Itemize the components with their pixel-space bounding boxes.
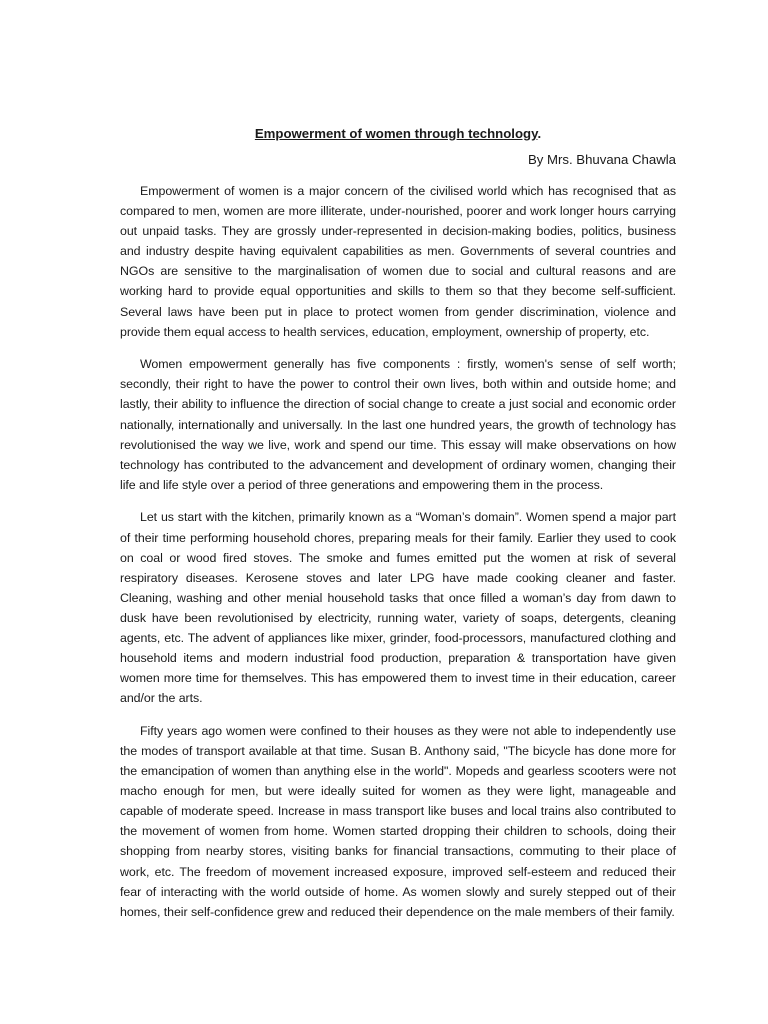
paragraph-intro: Empowerment of women is a major concern of the civilised world which has recognised that as compared to men, women are more illiterate, under-nourished, poorer and work longer hours carrying out unpaid tasks. They are grossly under-represented in decision-making bodies, politics, business and industry despite having equivalent capabilities as men. Governments of several countries and NGOs are sensitive to the marginalisation of women due to social and cultural reasons and are working hard to provide equal opportunities and skills to them so that they become self-sufficient. Several laws have been put in place to protect women from gender discrimination, violence and provide them equal access to health services, education, employment, ownership of property, etc. [120,184,676,339]
paragraph-transport: Fifty years ago women were confined to their houses as they were not able to independently use the modes of transport available at that time. Susan B. Anthony said, "The bicycle has done more for the emancipation of women than anything else in the world". Mopeds and gearless scooters were not macho enough for men, but were ideally suited for women as they were light, manageable and capable of moderate speed. Increase in mass transport like buses and local trains also contributed to the movement of women from home. Women started dropping their children to schools, doing their shopping from nearby stores, visiting banks for financial transactions, commuting to their place of work, etc. The freedom of movement increased exposure, improved self-esteem and reduced their fear of interacting with the world outside of home. As women slowly and surely stepped out of their homes, their self-confidence grew and reduced their dependence on the male members of their family. [120,723,676,919]
paragraph-kitchen: Let us start with the kitchen, primarily known as a “Woman’s domain”. Women spend a major part of their time performing household chores, preparing meals for their family. Earlier they used to cook on coal or wood fired stoves. The smoke and fumes emitted put the women at risk of several respiratory diseases. Kerosene stoves and later LPG have made cooking cleaner and faster. Cleaning, washing and other menial household tasks that once filled a woman’s day from dawn to dusk have been revolutionised by electricity, running water, variety of soaps, detergents, cleaning agents, etc. The advent of appliances like mixer, grinder, food-processors, manufactured clothing and household items and modern industrial food production, preparation & transportation have given women more time for themselves. This has empowered them to invest time in their education, career and/or the arts. [120,510,676,706]
author-byline: By Mrs. Bhuvana Chawla [527,152,676,167]
paragraph-components: Women empowerment generally has five components : firstly, women's sense of self worth; secondly, their right to have the power to control their own lives, both within and outside home; and lastly, their ability to influence the direction of social change to create a just social and economic order nationally, internationally and universally. In the last one hundred years, the growth of technology has revolutionised the way we live, work and spend our time. This essay will make observations on how technology has contributed to the advancement and development of ordinary women, changing their life and life style over a period of three generations and empowering them in the process. [120,357,676,492]
document-title-text: Empowerment of women through technology [254,126,538,141]
document-page [120,124,676,934]
document-title [120,124,676,144]
document-title-period: . [537,126,542,141]
